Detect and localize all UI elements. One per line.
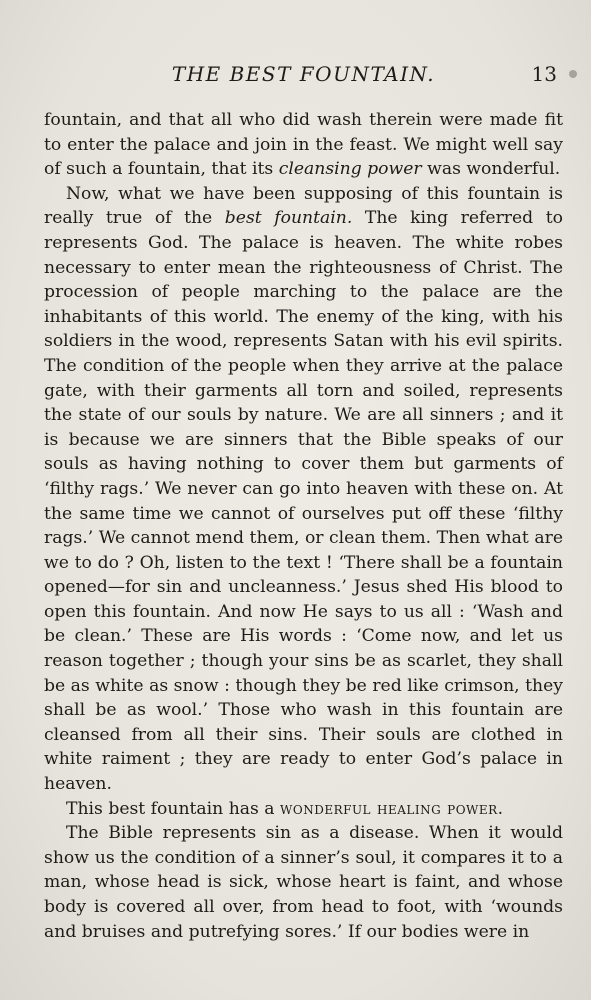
paragraph-4-text: The Bible represents sin as a disease. When it would show us the condition of a sinner’s soul, it compares it to a man, whose head is sick, whose heart is faint, and whose body is covered all over, from head to foot, with ‘wounds and bruises and putrefying sores.’ If our bodies were in [44, 823, 563, 942]
paragraph-1 [44, 108, 563, 182]
page-number: 13 [531, 62, 557, 86]
body-text [44, 108, 563, 944]
paragraph-3 [44, 797, 563, 822]
paragraph-1-text-a: fountain, and that all who did wash therein were made fit to enter the palace and join in the feast. We might well say of such a fountain, that its [44, 110, 563, 180]
paragraph-2-emphasis: best fountain. [224, 208, 353, 229]
paragraph-2-text-a: Now, what we have been supposing of this fountain is really true of the [44, 183, 563, 229]
paragraph-3-small-caps: wonderful healing power. [280, 798, 504, 819]
running-title: THE BEST FOUNTAIN. [171, 62, 436, 86]
paragraph-1-text-b: was wonderful. [421, 159, 561, 180]
paragraph-1-emphasis: cleansing power [278, 159, 422, 180]
paper-blemish [569, 70, 577, 78]
paragraph-2-text-b: The king referred to represents God. The palace is heaven. The white robes necessary to enter mean the righteousness of Christ. The procession of people marching to the palace are the inhabitants of this world. The enemy of the king, with his soldiers in the wood, represents Satan with his evil spirits. The condition of the people when they arrive at the palace gate, with their garments all torn and soiled, represents the state of our souls by nature. We are all sinners ; and it is because we are sinners that the Bible speaks of our souls as having nothing to cover them but garments of ‘filthy rags.’ We never can go into heaven with these on. At the same time we cannot of ourselves put off these ‘filthy rags.’ We cannot mend them, or clean them. Then what are we to do ? Oh, listen to the text ! ‘There shall be a fountain opened—for sin and uncleanness.’ Jesus shed His blood to open this fountain. And now He says to us all : ‘Wash and be clean.’ These are His words : ‘Come now, and let us reason together ; though your sins be as scarlet, they shall be as white as snow : though they be red like crimson, they shall be as wool.’ Those who wash in this fountain are cleansed from all their sins. Their souls are clothed in white raiment ; they are ready to enter God’s palace in heaven. [44, 208, 563, 795]
paragraph-3-text: This best fountain has a [66, 798, 281, 819]
paragraph-4 [44, 821, 563, 944]
paragraph-2 [44, 182, 563, 797]
running-head [44, 62, 563, 92]
